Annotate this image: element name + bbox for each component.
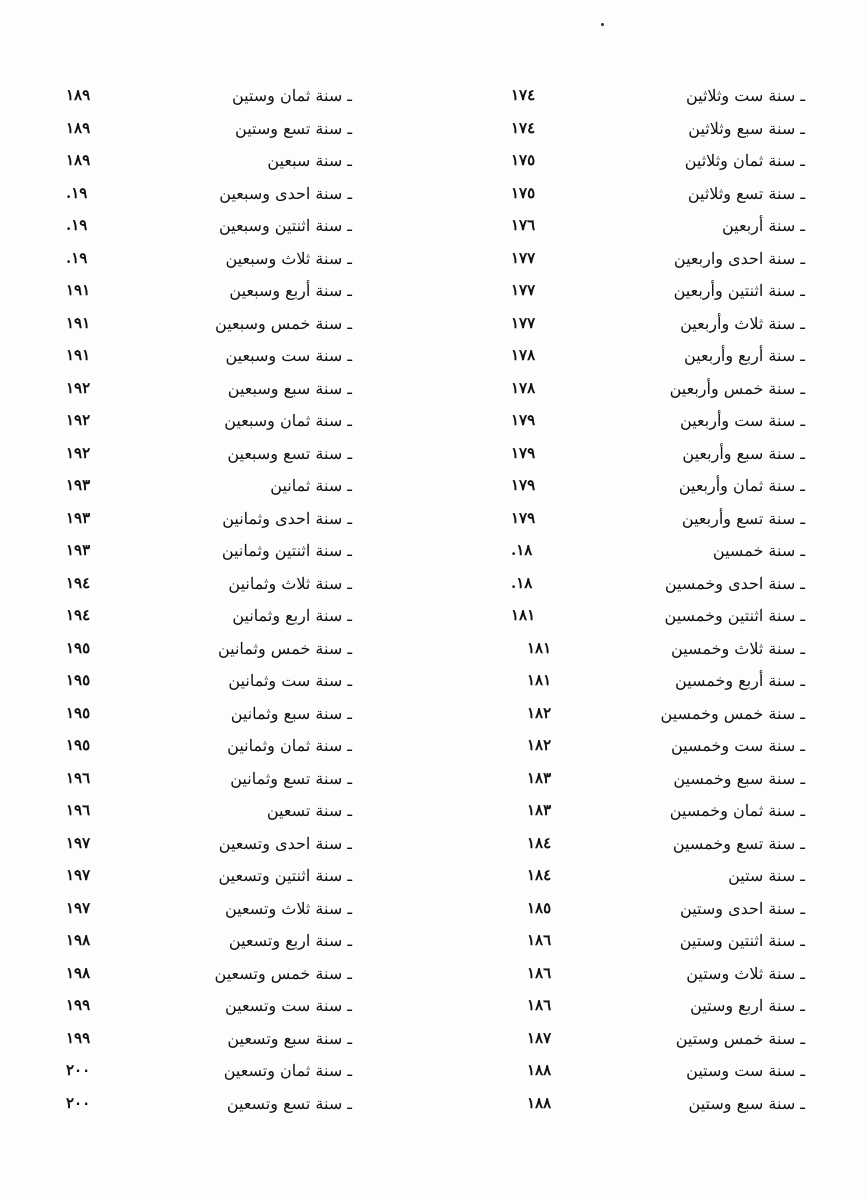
page-number: ١٧٦ (511, 216, 536, 234)
page-number: ١٨٦ (527, 996, 552, 1014)
index-entry: ـ سنة تسع وخمسين (672, 833, 805, 853)
index-entry: ـ سنة احدى وستين (680, 898, 805, 918)
page-number: ١٨١ (527, 638, 552, 657)
index-entry: ـ سنة اربع وتسعين (228, 931, 352, 950)
index-entry: ـ سنة ست وثلاثين (685, 86, 805, 105)
page-number: ١٨١ (527, 671, 552, 689)
index-entry: ـ سنة خمس وثمانين (217, 638, 352, 658)
page-number: ١٩٤ (66, 606, 91, 624)
index-entry: ـ سنة ثمان وثلاثين (684, 151, 805, 170)
page-number: ١٧٩ (511, 443, 536, 462)
index-row (52, 277, 352, 310)
index-entry: ـ سنة ثمان وأربعين (678, 476, 805, 495)
index-entry: ـ سنة تسع وثلاثين (687, 183, 805, 203)
page-number: ١٨٩ (66, 151, 91, 169)
page-number: ١٩. (66, 216, 88, 234)
index-entry: ـ سنة احدى وتسعين (218, 833, 352, 853)
page-number: ١٩٦ (66, 768, 91, 787)
index-entry: ـ سنة تسع وثمانين (230, 768, 352, 788)
index-entry: ـ سنة سبع وخمسين (673, 768, 805, 788)
index-row (505, 115, 805, 148)
index-entry: ـ سنة ثمان وثمانين (227, 736, 352, 755)
index-entry: ـ سنة ثلاث وأربعين (680, 313, 805, 333)
index-row (52, 537, 352, 570)
index-entry: ـ سنة خمس وأربعين (669, 378, 805, 398)
index-row (52, 570, 352, 603)
index-entry: ـ سنة ست وتسعين (224, 996, 352, 1015)
page-number: ١٩. (66, 183, 88, 202)
index-row (505, 927, 805, 960)
page-number: ١٨٨ (527, 1093, 552, 1112)
index-row (52, 1090, 352, 1123)
index-entry: ـ سنة ثمان وسبعين (224, 411, 352, 430)
page-number: ١٨٤ (527, 833, 552, 852)
page-number: ٢٠٠ (66, 1093, 91, 1112)
index-entry: ـ سنة ثمانين (270, 476, 352, 495)
index-entry: ـ سنة ست وستين (686, 1061, 805, 1080)
index-row (505, 212, 805, 245)
index-entry: ـ سنة أربع وخمسين (674, 671, 805, 690)
index-entry: ـ سنة احدى وسبعين (219, 183, 352, 203)
index-entry: ـ سنة اثنتين وخمسين (664, 606, 805, 625)
index-row (52, 895, 352, 928)
index-row (505, 407, 805, 440)
page-number: ١٩٦ (66, 801, 91, 819)
page-number: ١٨٦ (527, 931, 552, 949)
index-entry: ـ سنة أربع وسبعين (229, 281, 352, 300)
index-row (52, 440, 352, 473)
index-row (52, 992, 352, 1025)
index-entry: ـ سنة ستين (728, 866, 805, 885)
index-row (505, 147, 805, 180)
page-number: ١٩٥ (66, 671, 91, 689)
index-row (52, 797, 352, 830)
page-number: ١٨٩ (66, 86, 91, 104)
index-entry: ـ سنة اثنتين وسبعين (218, 216, 352, 235)
page-number: ١٨٤ (527, 866, 552, 884)
index-entry: ـ سنة خمس وسبعين (215, 313, 352, 333)
page-number: ١٨٧ (527, 1028, 552, 1047)
page-number: ١٧٥ (511, 183, 536, 202)
page-number: ١٩٧ (66, 898, 91, 917)
index-entry: ـ سنة اثنتين وستين (679, 931, 805, 950)
index-entry: ـ سنة ثمان وستين (231, 86, 352, 105)
page-number: ١٨٣ (527, 801, 552, 819)
page-number: ١٩٢ (66, 378, 91, 397)
index-entry: ـ سنة أربعين (721, 216, 805, 235)
page-number: ١٩٥ (66, 638, 91, 657)
page-number: ١٧٩ (511, 508, 536, 527)
page-number: ١٧٧ (511, 281, 536, 299)
index-entry: ـ سنة تسع وستين (235, 118, 352, 138)
page-number: ١٩٩ (66, 996, 91, 1014)
index-row (505, 245, 805, 278)
page-number: ١٨٥ (527, 898, 552, 917)
index-entry: ـ سنة ست وثمانين (228, 671, 352, 690)
page-number: ١٨. (511, 573, 533, 592)
index-row (505, 342, 805, 375)
page-number: ١٨٢ (527, 703, 552, 722)
index-entry: ـ سنة سبع وثمانين (230, 703, 352, 723)
index-entry: ـ سنة ثلاث وثمانين (228, 573, 352, 593)
index-row (505, 537, 805, 570)
index-row (505, 635, 805, 668)
index-row (52, 115, 352, 148)
index-entry: ـ سنة اثنتين وأربعين (673, 281, 805, 300)
page-number: ١٨٩ (66, 118, 91, 137)
page-number: ١٩٧ (66, 833, 91, 852)
index-row (505, 992, 805, 1025)
index-row (52, 667, 352, 700)
index-entry: ـ سنة احدى واربعين (673, 248, 805, 268)
page-number: ١٧٧ (511, 313, 536, 332)
index-entry: ـ سنة احدى وخمسين (664, 573, 805, 593)
page-number: ١٩٣ (66, 508, 91, 527)
index-row (52, 342, 352, 375)
page-number: ١٧٨ (511, 378, 536, 397)
index-row (505, 797, 805, 830)
index-row (505, 472, 805, 505)
index-entry: ـ سنة ثلاث وتسعين (225, 898, 352, 918)
page-number: ١٩٤ (66, 573, 91, 592)
index-row (505, 602, 805, 635)
index-row (505, 895, 805, 928)
index-entry: ـ سنة تسع وأربعين (681, 508, 805, 528)
index-entry: ـ سنة ثلاث وخمسين (671, 638, 805, 658)
page-number: ١٩٨ (66, 963, 91, 982)
page-number: ١٩١ (66, 313, 91, 332)
page-number: ٢٠٠ (66, 1061, 91, 1079)
index-row (505, 375, 805, 408)
page-number: ١٩٩ (66, 1028, 91, 1047)
index-entry: ـ سنة سبع وثلاثين (688, 118, 805, 138)
index-row (52, 862, 352, 895)
index-row (505, 277, 805, 310)
index-entry: ـ سنة خمس وخمسين (660, 703, 805, 723)
index-row (505, 570, 805, 603)
page-number: ١٩٥ (66, 736, 91, 754)
index-row (505, 667, 805, 700)
page-number: ١٩٥ (66, 703, 91, 722)
index-entry: ـ سنة سبعين (267, 151, 352, 170)
index-column-right (505, 82, 805, 1122)
index-row (52, 602, 352, 635)
page-number: ١٩٣ (66, 476, 91, 494)
index-row (52, 180, 352, 213)
index-row (52, 960, 352, 993)
page-number: ١٧٤ (511, 86, 536, 104)
index-row (52, 472, 352, 505)
index-row (52, 635, 352, 668)
index-row (505, 310, 805, 343)
index-column-left (52, 82, 352, 1122)
page-number: ١٩٢ (66, 443, 91, 462)
index-row (52, 765, 352, 798)
index-row (505, 440, 805, 473)
page-number: ١٨٣ (527, 768, 552, 787)
page-number: ١٨٨ (527, 1061, 552, 1079)
page-number: ١٩٢ (66, 411, 91, 429)
page-number: ١٨٢ (527, 736, 552, 754)
index-entry: ـ سنة أربع وأربعين (684, 346, 805, 365)
index-entry: ـ سنة سبع وتسعين (227, 1028, 352, 1048)
index-row (52, 245, 352, 278)
index-entry: ـ سنة تسعين (266, 801, 352, 820)
index-entry: ـ سنة احدى وثمانين (222, 508, 352, 528)
index-entry: ـ سنة خمس وستين (675, 1028, 805, 1048)
index-entry: ـ سنة خمس وتسعين (214, 963, 352, 983)
index-row (505, 1090, 805, 1123)
index-row (52, 82, 352, 115)
page-number: ١٧٥ (511, 151, 536, 169)
print-speck (601, 23, 604, 26)
index-row (505, 732, 805, 765)
index-entry: ـ سنة اثنتين وتسعين (218, 866, 352, 885)
index-row (52, 732, 352, 765)
index-row (52, 310, 352, 343)
page-number: ١٧٩ (511, 411, 536, 429)
index-entry: ـ سنة سبع وأربعين (682, 443, 805, 463)
index-row (52, 212, 352, 245)
page-number: ١٧٧ (511, 248, 536, 267)
page-number: ١٧٨ (511, 346, 536, 364)
page-number: ١٩٧ (66, 866, 91, 884)
index-entry: ـ سنة ست وخمسين (670, 736, 805, 755)
page-number: ١٩٣ (66, 541, 91, 559)
index-row (52, 1025, 352, 1058)
page-number: ١٩٨ (66, 931, 91, 949)
index-row (505, 82, 805, 115)
index-row (505, 1057, 805, 1090)
index-entry: ـ سنة ست وأربعين (680, 411, 805, 430)
index-entry: ـ سنة ثمان وتسعين (223, 1061, 352, 1080)
index-row (52, 830, 352, 863)
page-number: ١٩١ (66, 346, 91, 364)
page-number: ١٨١ (511, 606, 536, 624)
index-row (52, 407, 352, 440)
index-entry: ـ سنة ثلاث وسبعين (225, 248, 352, 268)
index-entry: ـ سنة تسع وسبعين (227, 443, 352, 463)
index-row (52, 927, 352, 960)
index-entry: ـ سنة تسع وتسعين (226, 1093, 352, 1113)
index-row (505, 765, 805, 798)
index-entry: ـ سنة اثنتين وثمانين (221, 541, 352, 560)
index-entry: ـ سنة اربع وثمانين (232, 606, 352, 625)
index-row (505, 862, 805, 895)
index-row (52, 700, 352, 733)
page-number: ١٨. (511, 541, 533, 559)
page-number: ١٧٤ (511, 118, 536, 137)
page-number: ١٧٩ (511, 476, 536, 494)
index-row (52, 505, 352, 538)
index-entry: ـ سنة سبع وستين (688, 1093, 805, 1113)
index-row (505, 960, 805, 993)
page-number: ١٩. (66, 248, 88, 267)
index-entry: ـ سنة سبع وسبعين (227, 378, 352, 398)
index-entry: ـ سنة ثمان وخمسين (669, 801, 805, 820)
index-row (505, 830, 805, 863)
index-row (505, 505, 805, 538)
index-entry: ـ سنة خمسين (712, 541, 805, 560)
index-entry: ـ سنة ست وسبعين (225, 346, 352, 365)
index-row (52, 1057, 352, 1090)
index-entry: ـ سنة اربع وستين (690, 996, 805, 1015)
index-row (52, 147, 352, 180)
index-row (505, 700, 805, 733)
page-number: ١٨٦ (527, 963, 552, 982)
index-entry: ـ سنة ثلاث وستين (686, 963, 805, 983)
page-number: ١٩١ (66, 281, 91, 299)
index-row (505, 180, 805, 213)
index-row (52, 375, 352, 408)
index-row (505, 1025, 805, 1058)
